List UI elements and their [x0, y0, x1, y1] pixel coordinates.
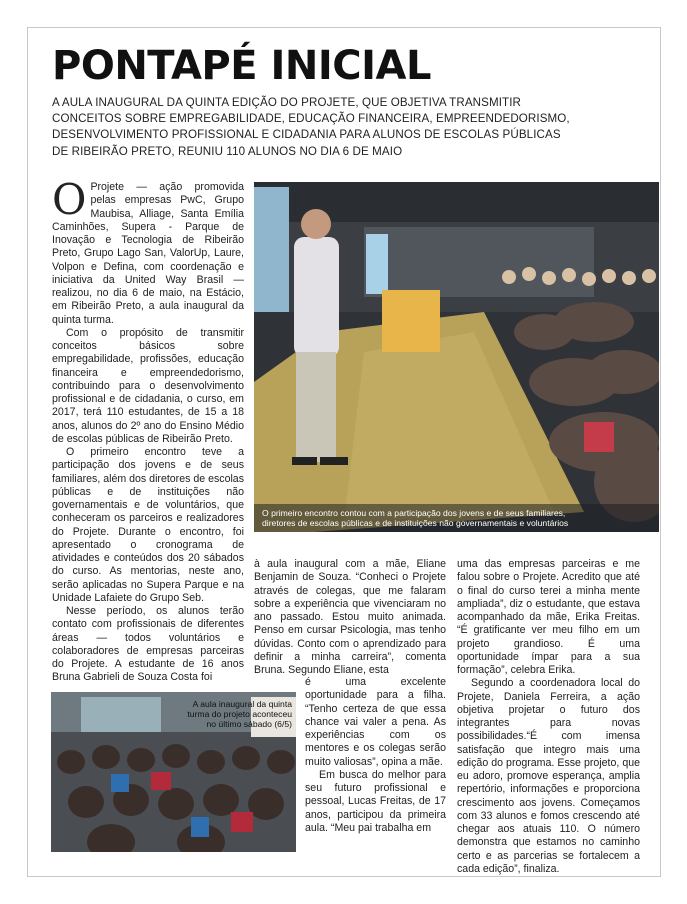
article-column-2-top: [254, 558, 446, 677]
paragraph: Em busca do melhor para seu futuro profissional e pessoal, Lucas Freitas, de 17 anos, participou da primeira aula. “Meu pai trabalha em: [305, 768, 446, 834]
paragraph: Com o propósito de transmitir conceitos básicos sobre empregabilidade, profissões, educação financeira e empreendedorismo, contribuindo para o desenvolvimento profissional e de cidadania, o curso, em 2017, terá 110 estudantes, de 15 a 18 anos, alunos do 2º ano do Ensino Médio de escolas públicas de Ribeirão Preto.: [52, 326, 244, 445]
article-column-1: [52, 175, 244, 685]
paragraph: uma das empresas parceiras e me falou sobre o Projete. Acredito que até o final do curso terei a minha mente ampliada”, diz o estudante, que estava acompanhado da mãe, Erika Freitas. “É gratificante ver meu filho em um projeto grandioso. É uma oportunidade ímpar para a sua formação”, celebra Erika.: [457, 558, 640, 676]
paragraph: O primeiro encontro teve a participação dos jovens e de seus familiares, além dos diretores de escolas públicas e de instituições não governamentais e de voluntários, que conheceram os parceiros e realizadores do Projete. Durante o encontro, foi apresentado o cronograma de atividades e conteúdos dos 20 sábados do curso. As mentorias, neste ano, serão aplicadas no Supera Parque e na Unidade Lafaiete do Grupo Seb.: [52, 446, 244, 604]
article-lead: A AULA INAUGURAL DA QUINTA EDIÇÃO DO PROJETE, QUE OBJETIVA TRANSMITIR CONCEITOS SOBRE EMPREGABILIDADE, EDUCAÇÃO FINANCEIRA, EMPREENDEDORISMO, DESENVOLVIMENTO PROFISSIONAL E CIDADANIA PARA ALUNOS DE ESCOLAS PÚBLICAS DE RIBEIRÃO PRETO, REUNIU 110 ALUNOS NO DIA 6 DE MAIO: [52, 96, 570, 158]
paragraph: Nesse período, os alunos terão contato com profissionais de diferentes áreas — todos voluntários e colaboradores de empresas parceiras do Projete. A estudante de 16 anos Bruna Gabrieli de Souza Costa foi: [52, 605, 244, 684]
main-photo-caption: O primeiro encontro contou com a participação dos jovens e de seus familiares, diretores de escolas públicas e de instituições não governamentais e voluntários: [262, 508, 569, 529]
paragraph: Segundo a coordenadora local do Projete, Daniela Ferreira, a ação objetiva projetar o futuro dos integrantes para novas possibilidades.“É com imensa satisfação que integro mais uma edição do programa. Esse projeto, que eu adoro, promove esperança, amplia repertório, informações e proporciona crescimento aos jovens. Começamos com 33 alunos e fomos crescendo até chegar aos atuais 110. O número demonstra que estamos no caminho certo e as parcerias se fortalecem a cada edição”, finaliza.: [457, 677, 640, 875]
secondary-photo-caption: A aula inaugural da quinta turma do projeto aconteceu no último sábado (6/5): [187, 699, 292, 730]
main-photo: [254, 182, 659, 532]
article-column-3: [457, 558, 640, 876]
auditorium-photo-illustration: [254, 182, 659, 532]
article-column-2-bottom: [305, 676, 446, 835]
paragraph: à aula inaugural com a mãe, Eliane Benjamin de Souza. “Conheci o Projete através de colegas, que me falaram sobre a experiência que vivenciaram no ano passado. Estou muito animada. Penso em cursar Psicologia, mas tenho dúvidas. Conto com o aprendizado para definir a minha carreira”, comenta Bruna. Segundo Eliane, esta: [254, 558, 446, 676]
article-title: PONTAPÉ INICIAL: [52, 43, 431, 89]
drop-cap: O: [52, 175, 87, 224]
paragraph: é uma excelente oportunidade para a filha. “Tenho certeza de que essa chance vai valer a pena. As experiências com os mentores e os colegas serão muito valiosas”, opina a mãe.: [305, 676, 446, 768]
paragraph: O Projete — ação promovida pelas empresas PwC, Grupo Maubisa, Alliage, Santa Emília Caminhões, Supera - Parque de Inovação e Tecnologia de Ribeirão Preto, Grupo Lago San, ValorUp, Laure, Volpon e Defina, com coordenação e iniciativa da United Way Brasil — realizou, no dia 6 de maio, na Estácio, em Ribeirão Preto, a aula inaugural da quinta turma.: [52, 175, 244, 326]
